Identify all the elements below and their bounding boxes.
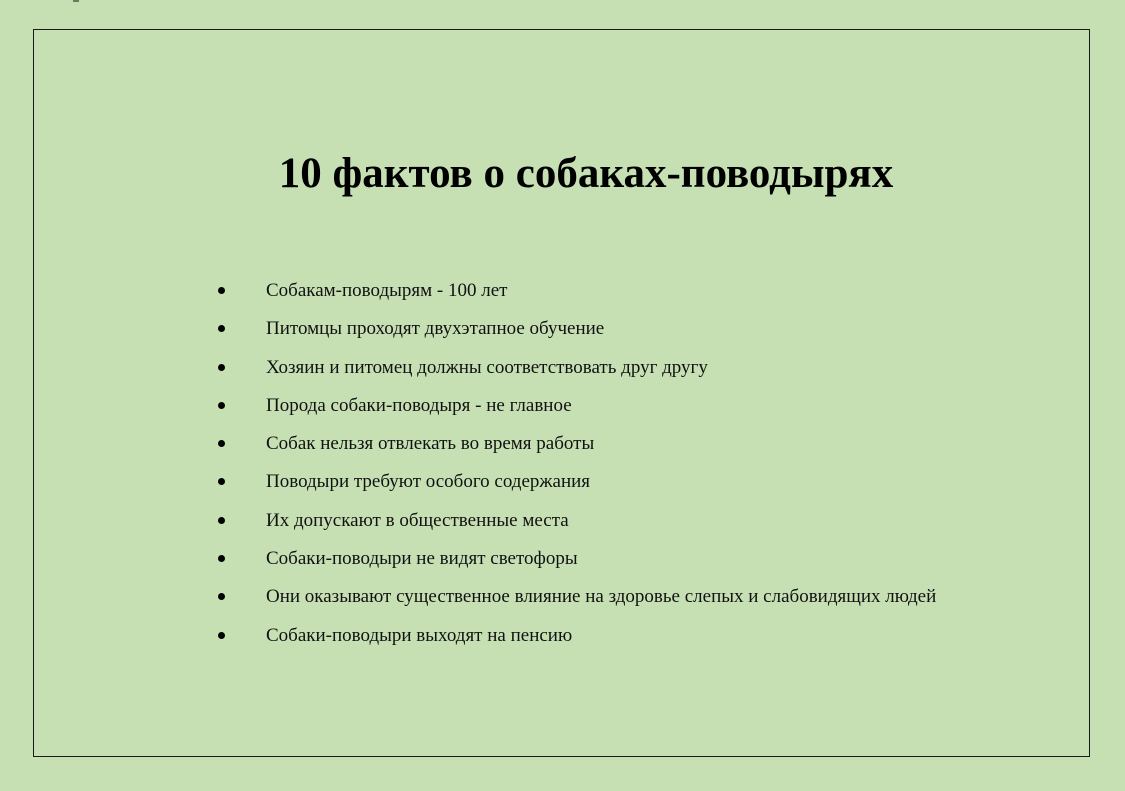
slide-title: 10 фактов о собаках-поводырях bbox=[278, 150, 894, 197]
fact-text: Поводыри требуют особого содержания bbox=[266, 471, 591, 493]
bullet-icon bbox=[218, 364, 225, 371]
bullet-icon bbox=[218, 517, 225, 524]
fact-text: Питомцы проходят двухэтапное обучение bbox=[266, 318, 605, 340]
fact-text: Собаки-поводыри не видят светофоры bbox=[266, 548, 578, 570]
bullet-icon bbox=[218, 402, 225, 409]
corner-mark bbox=[73, 0, 79, 2]
fact-text: Хозяин и питомец должны соответствовать друг другу bbox=[266, 356, 708, 378]
bullet-icon bbox=[218, 632, 225, 639]
fact-text: Собакам-поводырям - 100 лет bbox=[266, 280, 508, 301]
fact-text: Порода собаки-поводыря - не главное bbox=[266, 394, 572, 416]
fact-text: Собаки-поводыри выходят на пенсию bbox=[266, 624, 573, 646]
fact-text: Они оказывают существенное влияние на здоровье слепых и слабовидящих людей bbox=[266, 586, 937, 608]
fact-text: Их допускают в общественные места bbox=[266, 509, 569, 531]
fact-text: Собак нельзя отвлекать во время работы bbox=[266, 433, 595, 455]
bullet-icon bbox=[218, 287, 225, 294]
